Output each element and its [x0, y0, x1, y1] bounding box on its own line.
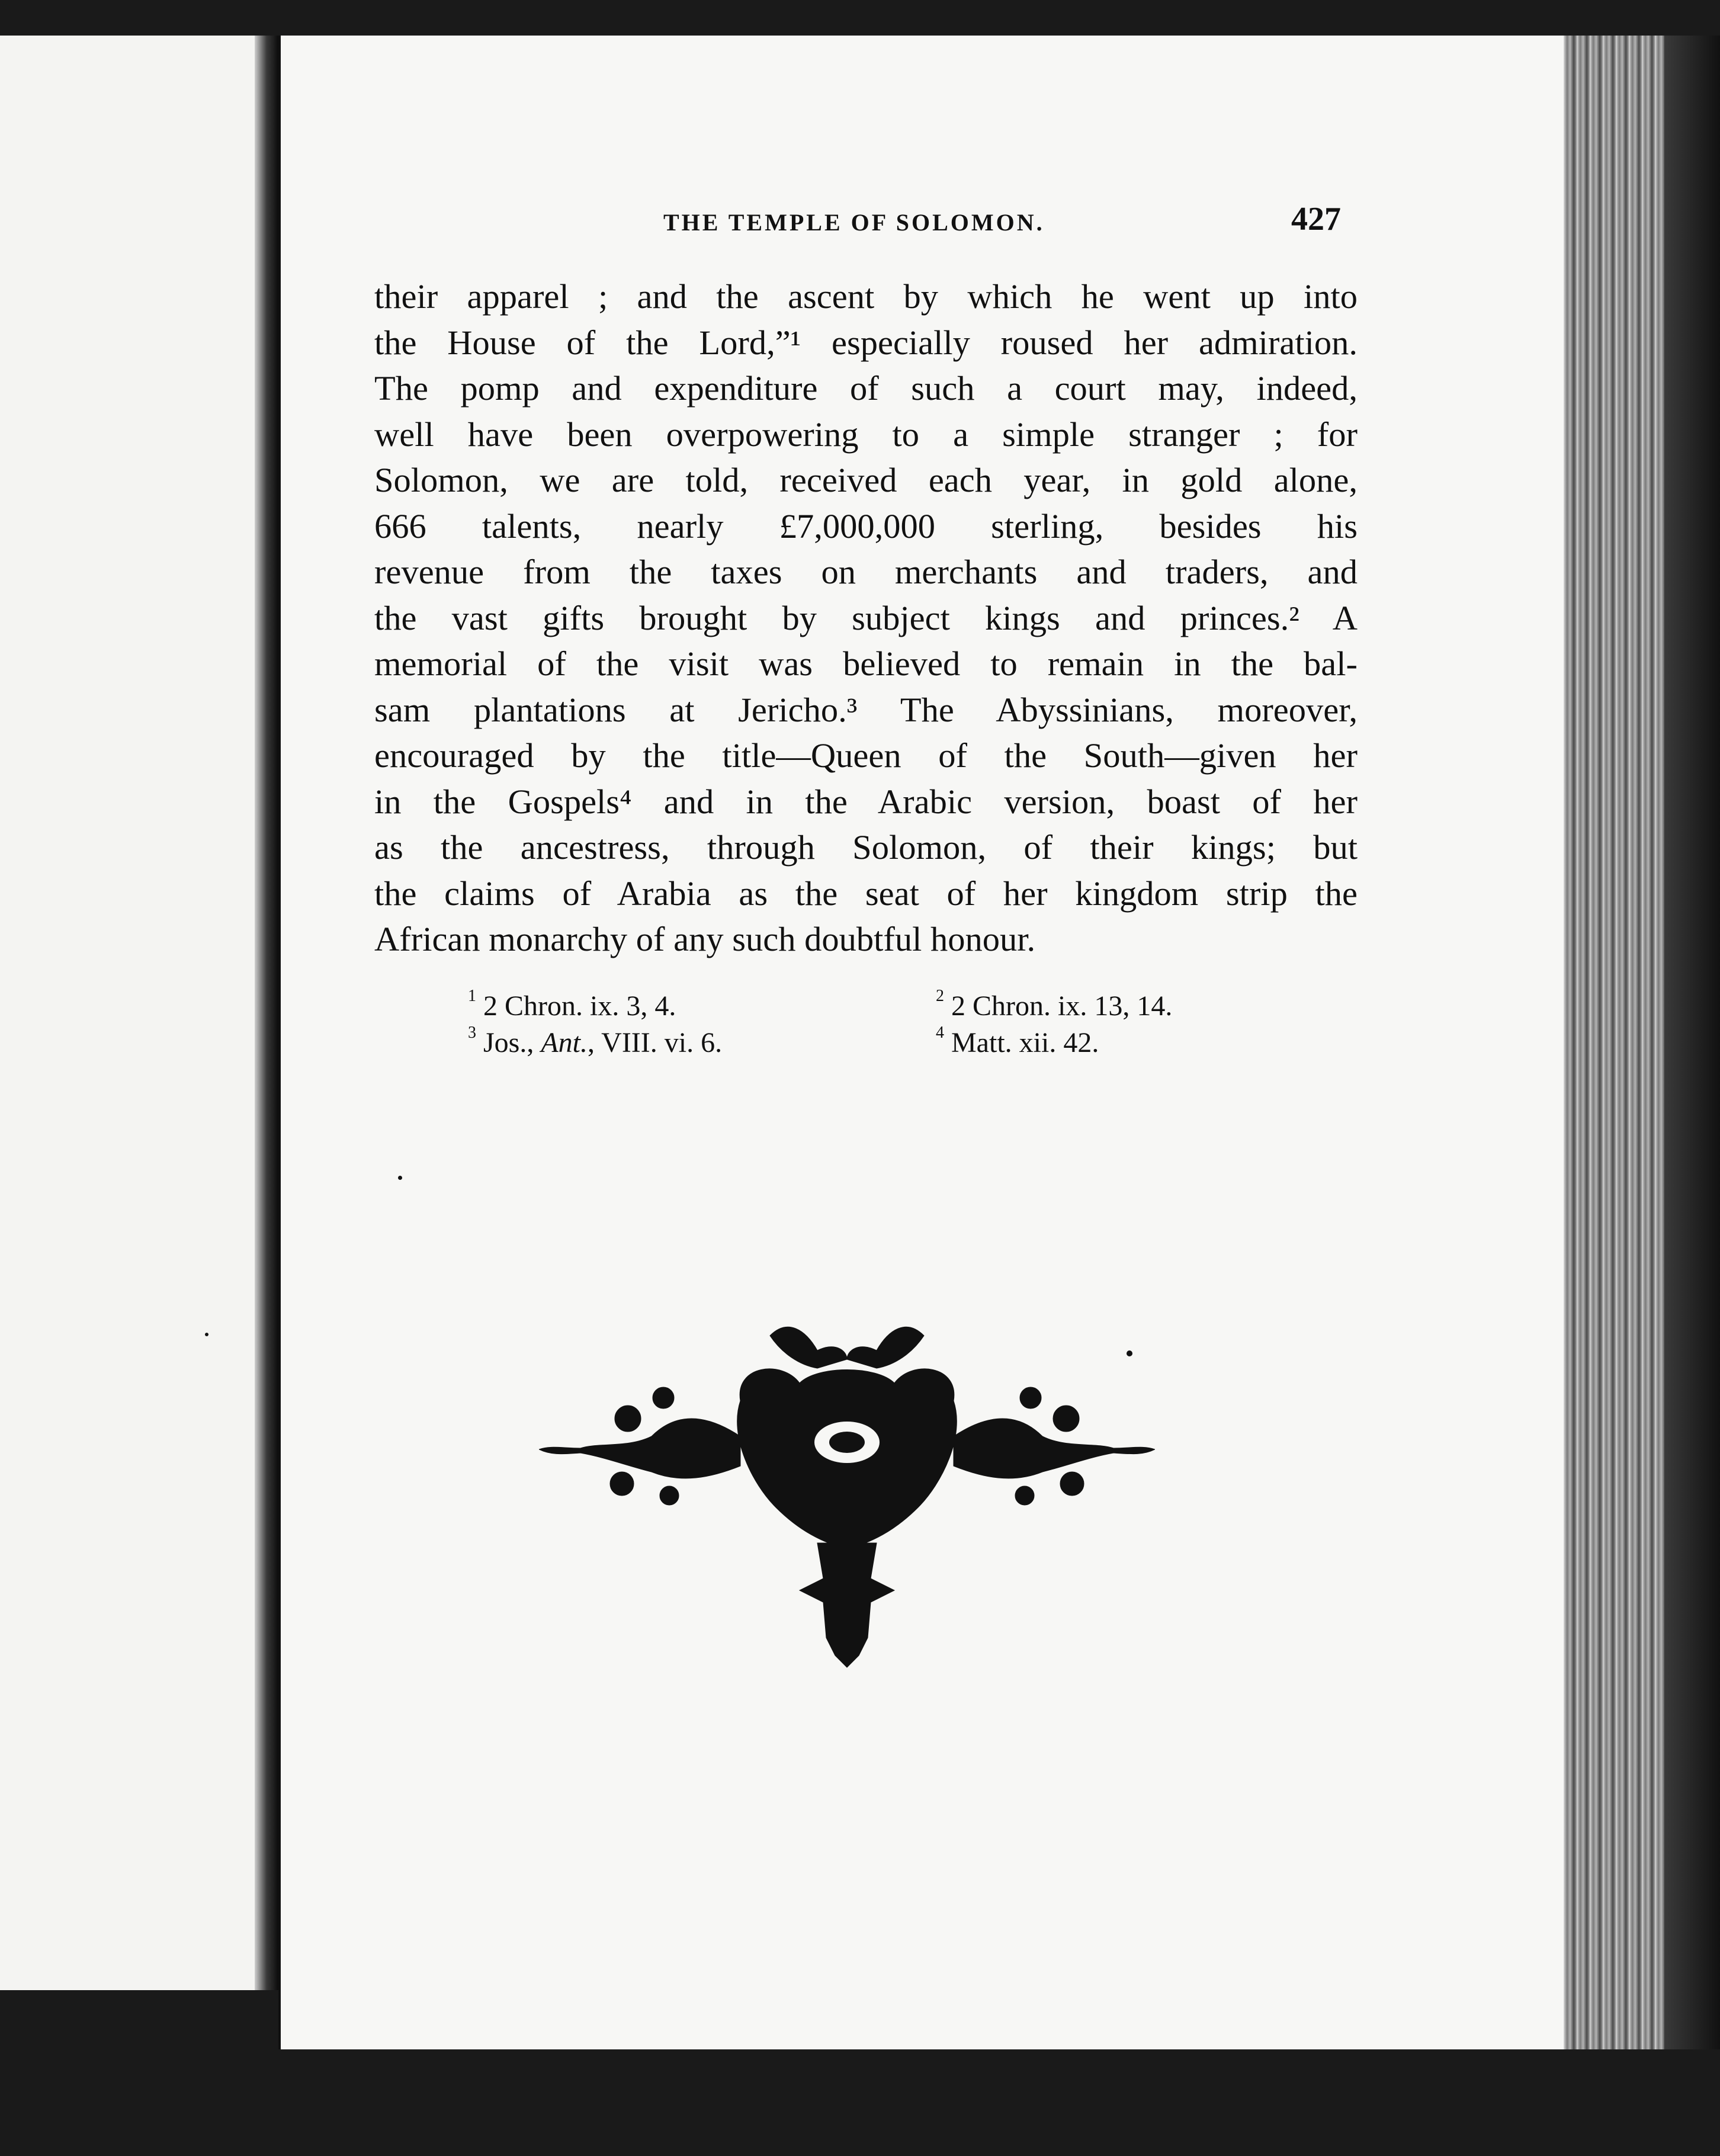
footnote-mark: 4 — [936, 1024, 944, 1042]
body-line: memorial of the visit was believed to remain in the bal- — [374, 644, 1358, 683]
footnote-text: 2 Chron. ix. 13, 14. — [951, 990, 1173, 1022]
footnote-text-post: , VIII. vi. 6. — [588, 1027, 723, 1058]
footnote-text: 2 Chron. ix. 3, 4. — [483, 990, 676, 1022]
body-line: African monarchy of any such doubtful honour. — [374, 920, 1036, 958]
page-number: 427 — [1291, 201, 1341, 238]
body-line: the House of the Lord,”¹ especially roused her admiration. — [374, 323, 1358, 362]
ink-speck — [1127, 1350, 1132, 1356]
footnote-mark: 1 — [468, 987, 476, 1005]
footnote-4 — [936, 1025, 1099, 1061]
scan-shadow — [1664, 36, 1720, 2049]
footnote-text: Matt. xii. 42. — [951, 1027, 1099, 1058]
footnote-text-italic: Ant. — [541, 1027, 588, 1058]
running-head: THE TEMPLE OF SOLOMON. — [663, 209, 1045, 236]
footnote-mark: 3 — [468, 1024, 476, 1042]
body-line: Solomon, we are told, received each year, in gold alone, — [374, 461, 1358, 499]
body-line: well have been overpowering to a simple stranger ; for — [374, 415, 1358, 454]
body-line: encouraged by the title—Queen of the South—given her — [374, 736, 1358, 775]
footnote-text-pre: Jos., — [483, 1027, 541, 1058]
footnote-1 — [468, 988, 676, 1025]
body-line: their apparel ; and the ascent by which he went up into — [374, 277, 1358, 316]
page-edges — [1564, 36, 1664, 2049]
body-line: 666 talents, nearly £7,000,000 sterling, besides his — [374, 506, 1358, 546]
body-line: as the ancestress, through Solomon, of their kings; but — [374, 828, 1358, 867]
tailpiece-ornament — [539, 1294, 1155, 1673]
body-line: sam plantations at Jericho.³ The Abyssinians, moreover, — [374, 690, 1358, 729]
body-line: the claims of Arabia as the seat of her kingdom strip the — [374, 874, 1358, 913]
ink-speck — [205, 1333, 208, 1336]
body-paragraph — [374, 274, 1358, 962]
body-line: The pomp and expenditure of such a court may, indeed, — [374, 369, 1358, 408]
ink-speck — [398, 1176, 402, 1180]
body-line: in the Gospels⁴ and in the Arabic version, boast of her — [374, 782, 1358, 821]
footnote-mark: 2 — [936, 987, 944, 1005]
left-facing-page — [0, 36, 267, 1990]
book-gutter — [255, 36, 278, 1990]
footnote-3 — [468, 1025, 722, 1061]
body-line: the vast gifts brought by subject kings and princes.² A — [374, 598, 1358, 637]
body-line: revenue from the taxes on merchants and traders, and — [374, 553, 1358, 591]
footnote-2 — [936, 988, 1172, 1025]
